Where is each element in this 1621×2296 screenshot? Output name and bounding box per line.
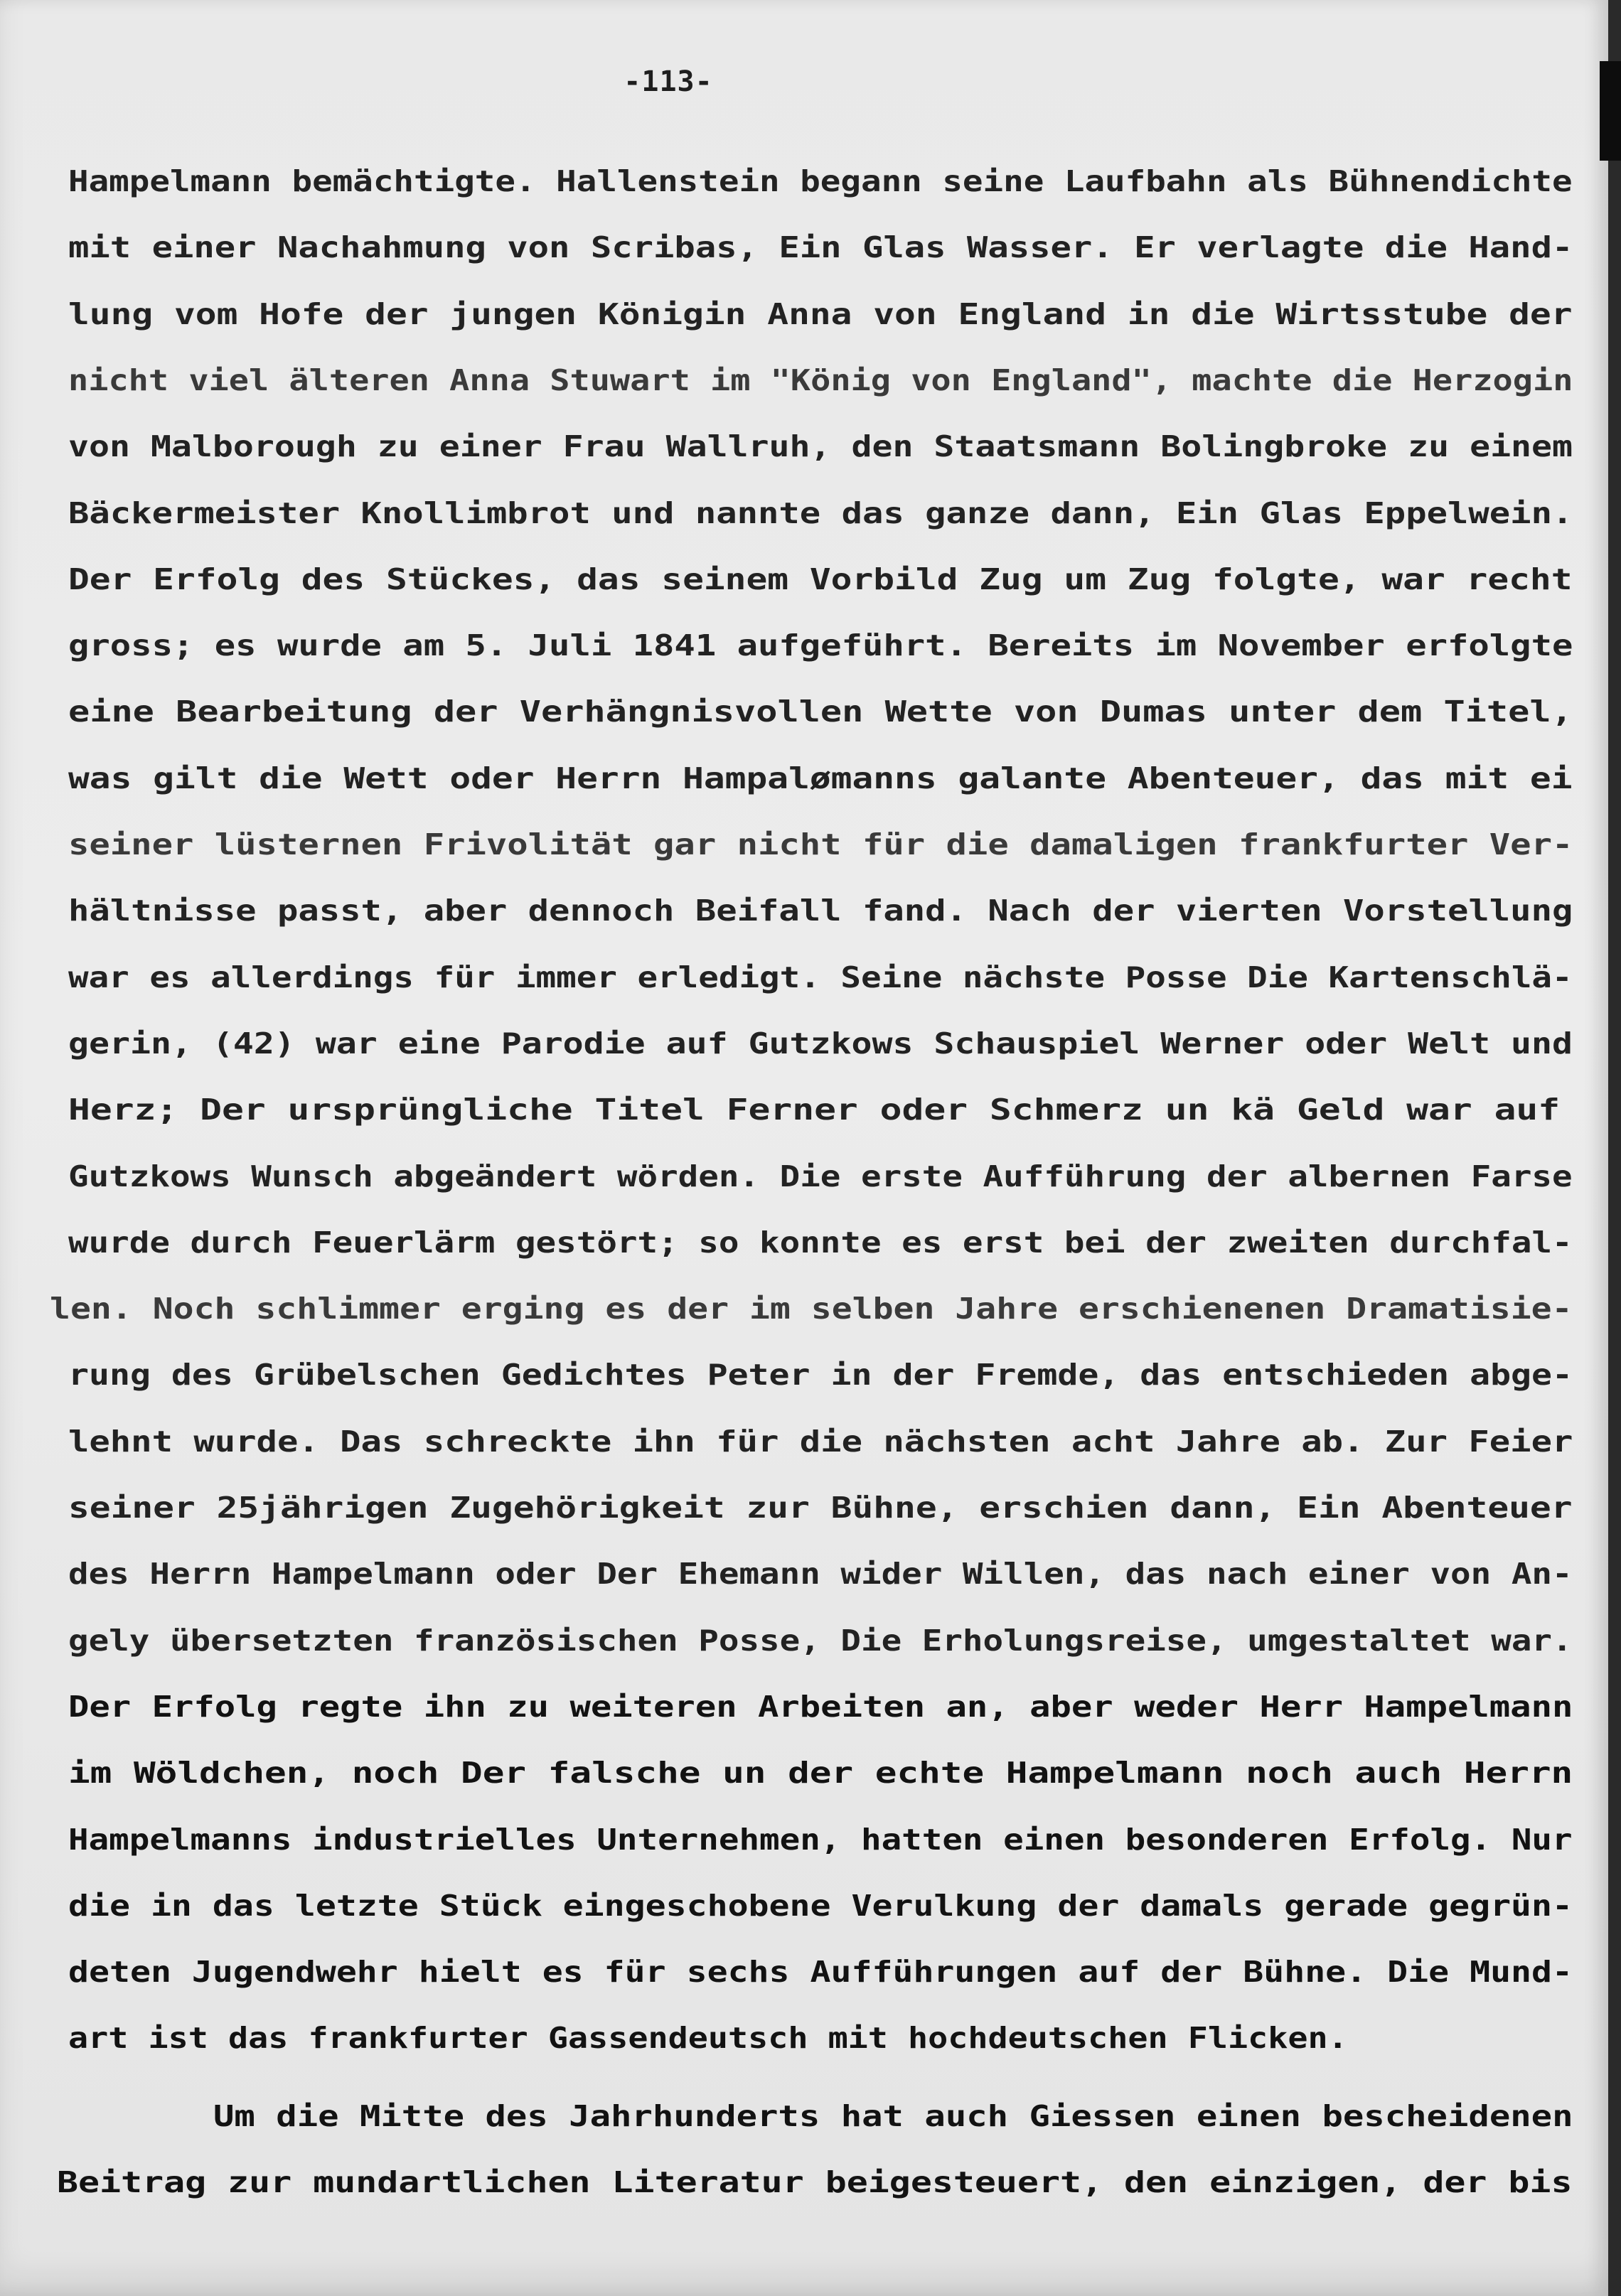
text-line: art ist das frankfurter Gassendeutsch mit hochdeutschen Flicken.	[68, 2021, 1348, 2055]
text-line: war es allerdings für immer erledigt. Seine nächste Posse Die Kartenschlä-	[68, 960, 1573, 994]
text-line: Hampelmanns industrielles Unternehmen, hatten einen besonderen Erfolg. Nur	[68, 1823, 1573, 1857]
text-line: lung vom Hofe der jungen Königin Anna von England in die Wirtsstube der	[68, 297, 1573, 331]
text-line: hältnisse passt, aber dennoch Beifall fand. Nach der vierten Vorstellung	[68, 894, 1573, 928]
text-line: Hampelmann bemächtigte. Hallenstein begann seine Laufbahn als Bühnendichte	[68, 164, 1573, 198]
text-line: gely übersetzten französischen Posse, Die Erholungsreise, umgestaltet war.	[68, 1624, 1573, 1658]
text-line: was gilt die Wett oder Herrn Hampalømanns galante Abenteuer, das mit ei	[68, 761, 1573, 795]
text-line: eine Bearbeitung der Verhängnisvollen Wette von Dumas unter dem Titel,	[68, 694, 1573, 729]
text-line: deten Jugendwehr hielt es für sechs Aufführungen auf der Bühne. Die Mund-	[68, 1955, 1573, 1989]
text-line: gerin, (42) war eine Parodie auf Gutzkows Schauspiel Werner oder Welt und	[68, 1026, 1573, 1061]
text-line: Der Erfolg regte ihn zu weiteren Arbeiten an, aber weder Herr Hampelmann	[68, 1690, 1573, 1724]
text-line: im Wöldchen, noch Der falsche un der echte Hampelmann noch auch Herrn	[68, 1756, 1573, 1790]
text-line: Gutzkows Wunsch abgeändert wörden. Die erste Aufführung der albernen Farse	[68, 1159, 1573, 1193]
text-line: Bäckermeister Knollimbrot und nannte das ganze dann, Ein Glas Eppelwein.	[68, 496, 1573, 530]
text-line: len. Noch schlimmer erging es der im selben Jahre erschienenen Dramatisie-	[50, 1292, 1573, 1326]
page-number: -113-	[624, 65, 713, 98]
text-line: lehnt wurde. Das schreckte ihn für die nächsten acht Jahre ab. Zur Feier	[68, 1425, 1573, 1459]
scan-edge	[1608, 0, 1621, 2296]
text-line: Beitrag zur mundartlichen Literatur beigesteuert, den einzigen, der bis	[57, 2165, 1573, 2199]
text-line: die in das letzte Stück eingeschobene Verulkung der damals gerade gegrün-	[68, 1889, 1573, 1923]
scan-edge-tab	[1600, 61, 1621, 161]
text-line: mit einer Nachahmung von Scribas, Ein Glas Wasser. Er verlagte die Hand-	[68, 230, 1573, 264]
text-line: Um die Mitte des Jahrhunderts hat auch Giessen einen bescheidenen	[213, 2099, 1573, 2133]
text-line: seiner lüsternen Frivolität gar nicht für die damaligen frankfurter Ver-	[68, 827, 1573, 862]
text-line: des Herrn Hampelmann oder Der Ehemann wider Willen, das nach einer von An-	[68, 1557, 1573, 1591]
text-line: rung des Grübelschen Gedichtes Peter in der Fremde, das entschieden abge-	[68, 1358, 1573, 1392]
text-line: Herz; Der ursprüngliche Titel Ferner oder Schmerz un kä Geld war auf	[68, 1093, 1561, 1127]
text-line: gross; es wurde am 5. Juli 1841 aufgeführt. Bereits im November erfolgte	[68, 628, 1573, 662]
text-line: Der Erfolg des Stückes, das seinem Vorbild Zug um Zug folgte, war recht	[68, 562, 1573, 596]
text-line: von Malborough zu einer Frau Wallruh, den Staatsmann Bolingbroke zu einem	[68, 429, 1573, 463]
text-line: nicht viel älteren Anna Stuwart im "König von England", machte die Herzogin	[68, 363, 1573, 397]
text-line: wurde durch Feuerlärm gestört; so konnte es erst bei der zweiten durchfal-	[68, 1225, 1573, 1260]
body-text	[0, 163, 1578, 2296]
text-line: seiner 25jährigen Zugehörigkeit zur Bühne, erschien dann, Ein Abenteuer	[68, 1491, 1573, 1525]
